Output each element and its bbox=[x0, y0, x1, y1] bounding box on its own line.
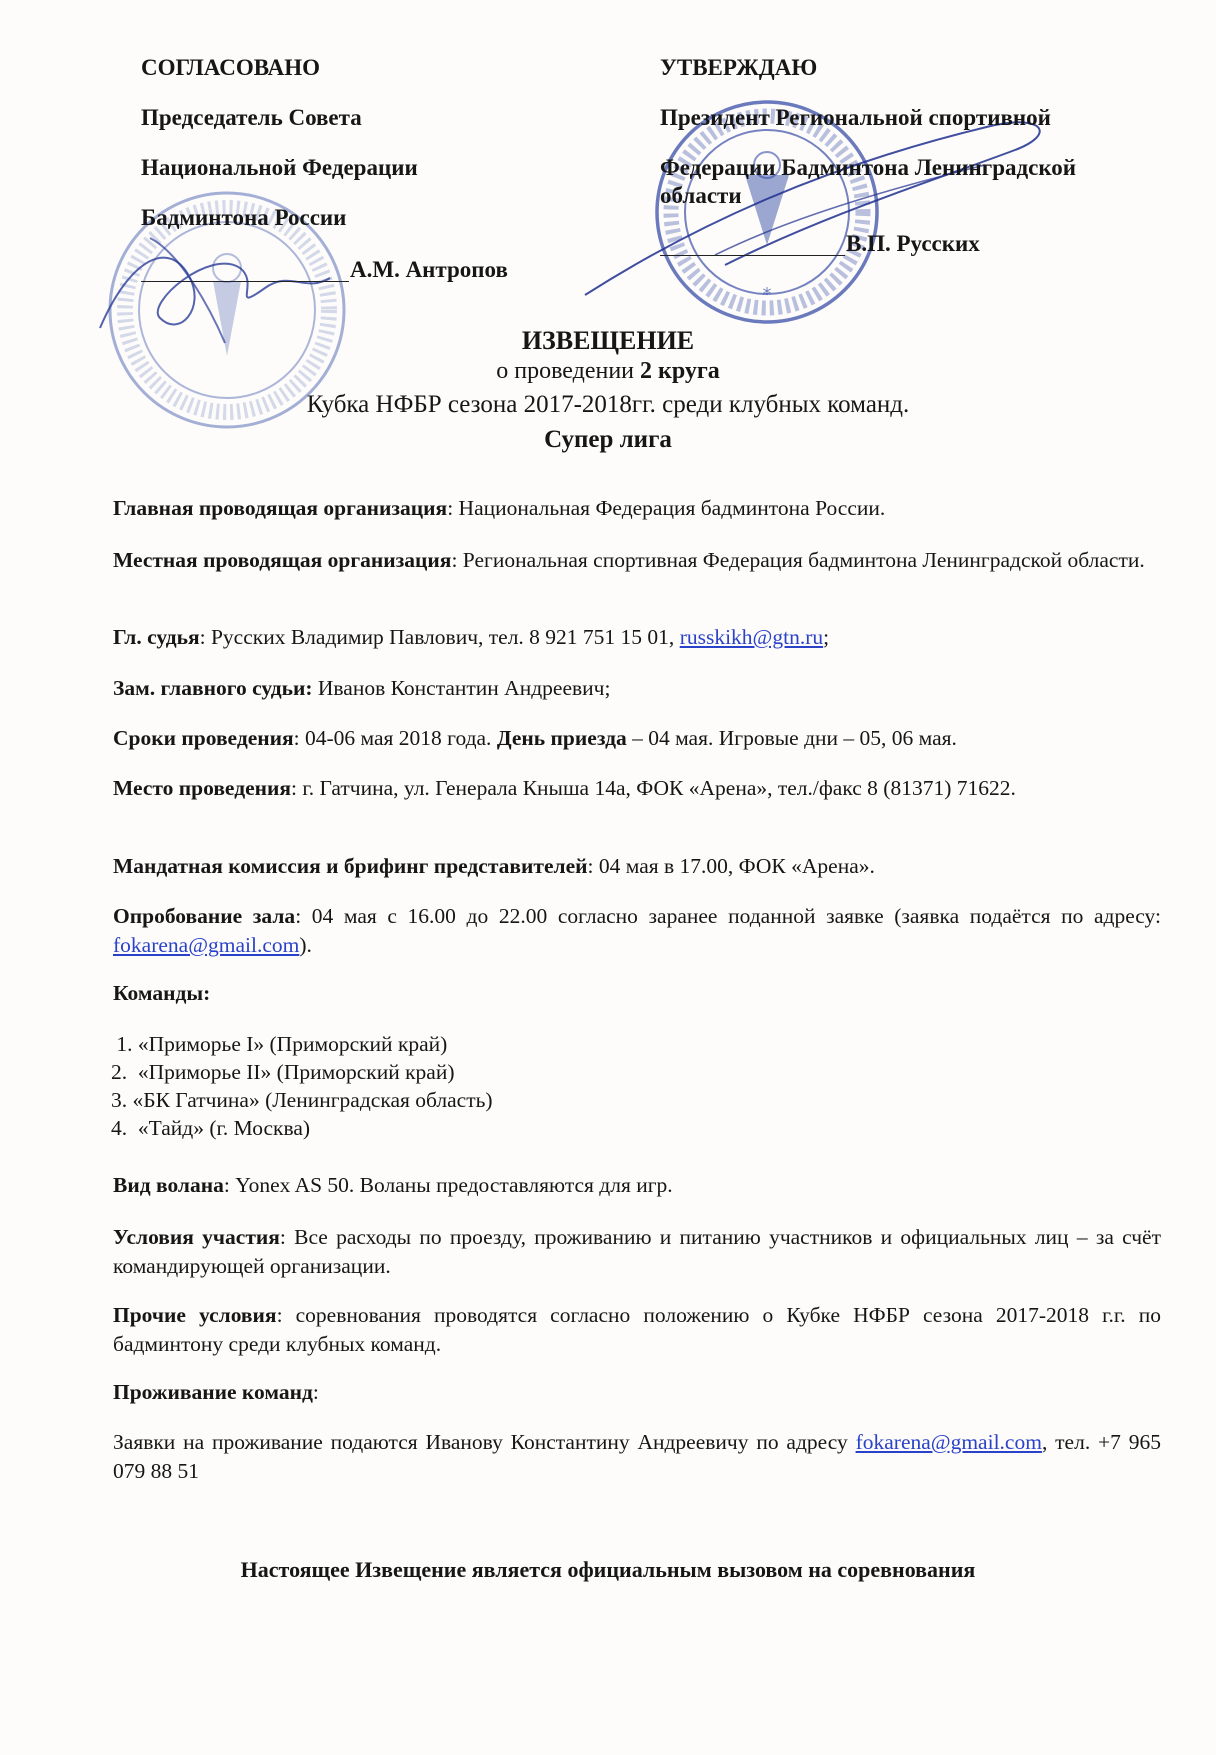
teams-heading: Команды: bbox=[113, 981, 211, 1005]
approve-label: УТВЕРЖДАЮ bbox=[660, 55, 818, 80]
event-venue: Место проведения: г. Гатчина, ул. Генерала Кныша 14а, ФОК «Арена», тел./факс 8 (81371) 71622. bbox=[113, 776, 1016, 800]
official-call-note: Настоящее Извещение является официальным вызовом на соревнования bbox=[240, 1557, 976, 1582]
signature-line-right bbox=[660, 255, 845, 256]
approval-block-left bbox=[141, 43, 541, 243]
participation-conditions: Условия участия: Все расходы по проезду, проживанию и питанию участников и официальных лиц – за счёт командирующей организации. bbox=[113, 1225, 1161, 1278]
approver-title-line-1: Председатель Совета bbox=[141, 105, 362, 130]
signature-line-left bbox=[141, 281, 349, 282]
housing-email-link[interactable]: fokarena@gmail.com bbox=[855, 1430, 1042, 1454]
list-item: 4. «Тайд» (г. Москва) bbox=[111, 1116, 311, 1140]
list-item: 3. «БК Гатчина» (Ленинградская область) bbox=[111, 1088, 493, 1112]
signatory-left: А.М. Антропов bbox=[350, 257, 508, 282]
signatory-right: В.П. Русских bbox=[846, 231, 980, 256]
document-subtitle: о проведении 2 круга bbox=[496, 358, 720, 384]
housing-details: Заявки на проживание подаются Иванову Константину Андреевичу по адресу fokarena@gmail.com, тел. +7 965 079 88 51 bbox=[113, 1430, 1161, 1483]
president-title-line-1: Президент Региональной спортивной bbox=[660, 105, 1051, 130]
chief-judge: Гл. судья: Русских Владимир Павлович, тел. 8 921 751 15 01, russkikh@gtn.ru; bbox=[113, 625, 830, 649]
president-title-line-3: области bbox=[660, 183, 742, 208]
svg-text:*: * bbox=[762, 284, 772, 305]
cup-title: Кубка НФБР сезона 2017-2018гг. среди клубных команд. bbox=[306, 391, 910, 418]
deputy-judge: Зам. главного судьи: Иванов Константин Андреевич; bbox=[113, 676, 611, 700]
main-organizer: Главная проводящая организация: Национальная Федерация бадминтона России. bbox=[113, 496, 886, 520]
list-item: 1. «Приморье I» (Приморский край) bbox=[111, 1032, 448, 1056]
league-title: Супер лига bbox=[544, 426, 672, 453]
chief-judge-email-link[interactable]: russkikh@gtn.ru bbox=[679, 625, 824, 649]
shuttlecock-type: Вид волана: Yonex AS 50. Воланы предоставляются для игр. bbox=[113, 1173, 673, 1197]
document-heading: ИЗВЕЩЕНИЕ bbox=[521, 326, 695, 355]
list-item: 2. «Приморье II» (Приморский край) bbox=[111, 1060, 455, 1084]
approver-title-line-2: Национальной Федерации bbox=[141, 155, 418, 180]
approval-block-right bbox=[660, 43, 1130, 209]
approver-title-line-3: Бадминтона России bbox=[141, 205, 347, 230]
hall-testing: Опробование зала: 04 мая с 16.00 до 22.00 согласно заранее поданной заявке (заявка подаётся по адресу: fokarena@gmail.com). bbox=[113, 904, 1161, 957]
hall-testing-email-link[interactable]: fokarena@gmail.com bbox=[113, 933, 300, 957]
president-title-line-2: Федерации Бадминтона Ленинградской bbox=[660, 155, 1077, 180]
other-conditions: Прочие условия: соревнования проводятся согласно положению о Кубке НФБР сезона 2017-2018 г.г. по бадминтону среди клубных команд. bbox=[113, 1303, 1161, 1356]
event-dates: Сроки проведения: 04-06 мая 2018 года. День приезда – 04 мая. Игровые дни – 05, 06 мая. bbox=[113, 726, 957, 750]
mandate-commission: Мандатная комиссия и брифинг представителей: 04 мая в 17.00, ФОК «Арена». bbox=[113, 854, 875, 878]
approved-label: СОГЛАСОВАНО bbox=[141, 55, 321, 80]
local-organizer: Местная проводящая организация: Региональная спортивная Федерация бадминтона Ленинградской области. bbox=[113, 548, 1145, 572]
housing-heading: Проживание команд: bbox=[113, 1380, 319, 1404]
teams-list bbox=[111, 1030, 493, 1142]
